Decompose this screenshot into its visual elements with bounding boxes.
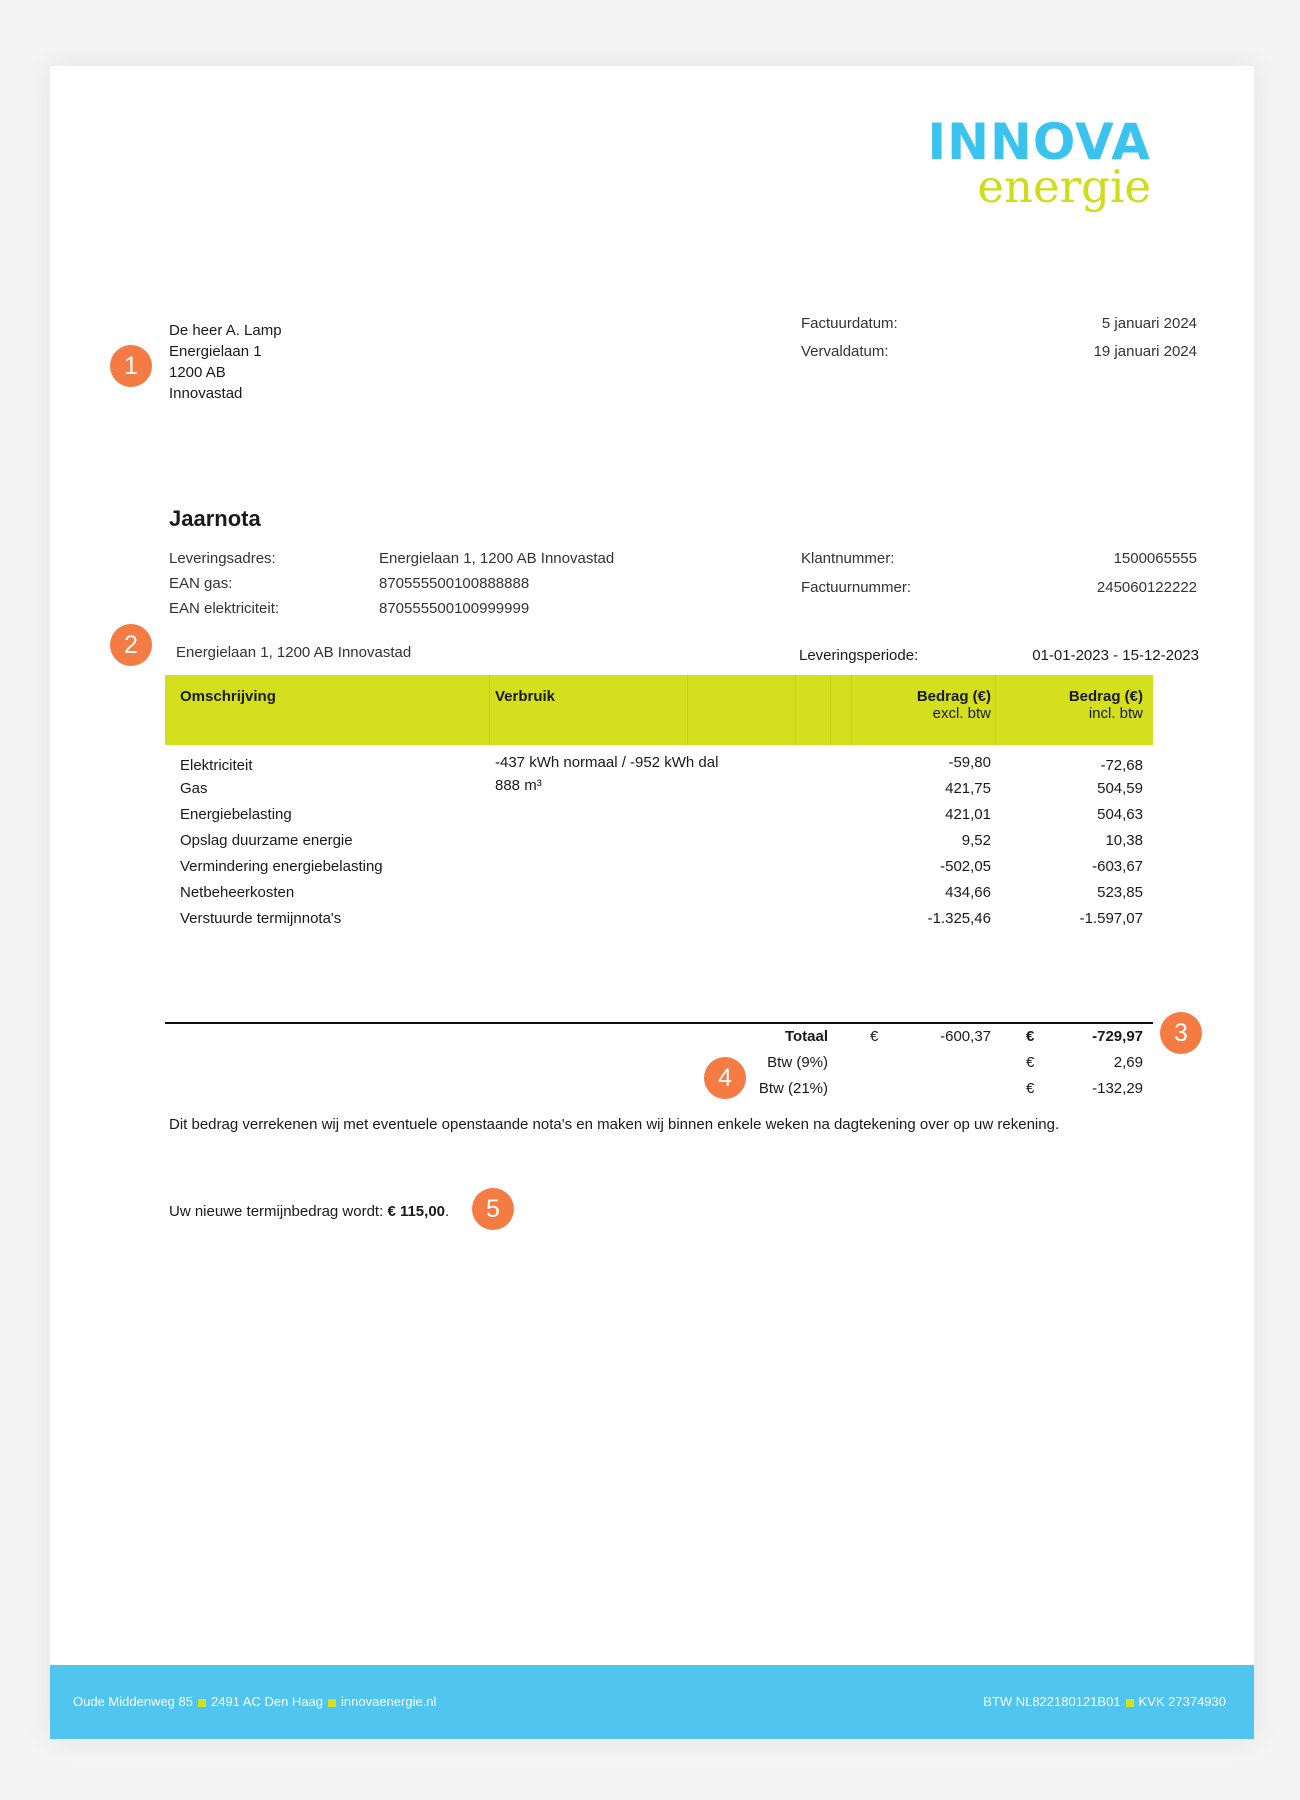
annotation-badge-2: 2 (110, 624, 152, 666)
delivery-address-row (169, 550, 614, 575)
footer-street: Oude Middenweg 85 (73, 1694, 193, 1709)
recipient-address (169, 320, 282, 404)
due-date-row (801, 343, 1197, 371)
row-description: Elektriciteit (180, 757, 253, 774)
ean-gas-row (169, 575, 614, 600)
total-incl-currency: € (1026, 1028, 1035, 1045)
customer-meta (801, 550, 1197, 608)
table-row (165, 858, 1153, 884)
total-amount-incl: -729,97 (1092, 1028, 1143, 1045)
settlement-note: Dit bedrag verrekenen wij met eventuele openstaande nota's en maken wij binnen enkele weken na dagtekening over op uw rekening. (169, 1116, 1060, 1133)
row-description: Gas (180, 780, 208, 797)
row-amount-incl: 10,38 (1105, 832, 1143, 849)
footer-separator-square (198, 1699, 206, 1707)
row-amount-incl: -603,67 (1092, 858, 1143, 875)
recipient-street: Energielaan 1 (169, 343, 262, 360)
customer-number-label: Klantnummer: (801, 550, 895, 567)
delivery-address-label: Leveringsadres: (169, 550, 276, 567)
header-divider (687, 675, 688, 745)
header-excl-title: Bedrag (€) (916, 688, 991, 705)
delivery-period-value: 01-01-2023 - 15-12-2023 (1032, 647, 1199, 664)
vat-amount: 2,69 (1113, 1054, 1143, 1071)
footer-website-link[interactable]: innovaenergie.nl (341, 1694, 437, 1709)
delivery-address-value: Energielaan 1, 1200 AB Innovastad (379, 550, 615, 567)
total-excl-currency: € (870, 1028, 879, 1045)
header-usage: Verbruik (495, 688, 556, 705)
totals-divider (165, 1022, 1153, 1024)
table-row (165, 754, 1153, 780)
vat-row (165, 1080, 1153, 1106)
annotation-badge-3: 3 (1160, 1012, 1202, 1054)
ean-electricity-label: EAN elektriciteit: (169, 600, 280, 617)
recipient-name: De heer A. Lamp (169, 322, 282, 339)
invoice-dates (801, 315, 1197, 371)
vat-currency: € (1026, 1080, 1035, 1097)
invoice-number-value: 245060122222 (1096, 579, 1197, 596)
company-logo (927, 113, 1151, 213)
new-installment-amount: € 115,00 (387, 1203, 445, 1220)
recipient-postcode: 1200 AB (169, 364, 226, 381)
footer-city: 2491 AC Den Haag (210, 1694, 324, 1709)
customer-number-value: 1500065555 (1113, 550, 1197, 567)
row-description: Opslag duurzame energie (180, 832, 353, 849)
document-title: Jaarnota (169, 506, 261, 531)
row-amount-excl: 421,01 (945, 806, 991, 823)
totals-block (165, 1028, 1153, 1106)
vat-amount: -132,29 (1092, 1080, 1143, 1097)
logo-wordmark: INNOVA (927, 113, 1151, 171)
row-usage: 888 m³ (495, 777, 542, 794)
vat-label: Btw (21%) (758, 1080, 828, 1097)
footer-kvk-number: KVK 27374930 (1138, 1694, 1226, 1709)
footer-vat-number: BTW NL822180121B01 (983, 1694, 1121, 1709)
header-incl-sub: incl. btw (1088, 705, 1143, 722)
table-row (165, 806, 1153, 832)
row-description: Vermindering energiebelasting (180, 858, 383, 875)
footer-address (73, 1694, 436, 1709)
header-incl-title: Bedrag (€) (1068, 688, 1143, 705)
ean-electricity-value: 870555500100999999 (379, 600, 530, 617)
row-amount-excl: 434,66 (945, 884, 991, 901)
annotation-badge-4: 4 (704, 1057, 746, 1099)
footer-separator-square (1126, 1699, 1134, 1707)
invoice-date-row (801, 315, 1197, 343)
header-divider (489, 675, 490, 745)
table-row (165, 777, 1153, 806)
delivery-period-label: Leveringsperiode: (799, 647, 919, 664)
logo-subtitle: energie (977, 160, 1151, 213)
vat-currency: € (1026, 1054, 1035, 1071)
section-address: Energielaan 1, 1200 AB Innovastad (176, 644, 412, 661)
row-description: Energiebelasting (180, 806, 292, 823)
total-label: Totaal (784, 1028, 828, 1045)
header-excl-sub: excl. btw (932, 705, 991, 722)
ean-electricity-row (169, 600, 614, 625)
row-amount-incl: 504,63 (1097, 806, 1143, 823)
table-body (165, 754, 1153, 936)
table-row (165, 884, 1153, 910)
vat-label: Btw (9%) (767, 1054, 828, 1071)
total-row (165, 1028, 1153, 1054)
due-date-value: 19 januari 2024 (1093, 343, 1197, 360)
table-row (165, 832, 1153, 858)
due-date-label: Vervaldatum: (801, 343, 889, 360)
row-amount-incl: -1.597,07 (1079, 910, 1143, 927)
invoice-date-label: Factuurdatum: (801, 315, 898, 332)
header-excl (917, 688, 991, 722)
row-amount-excl: -502,05 (940, 858, 991, 875)
vat-row (165, 1054, 1153, 1080)
new-installment (169, 1203, 449, 1220)
row-amount-excl: 9,52 (961, 832, 991, 849)
new-installment-text: Uw nieuwe termijnbedrag wordt: (169, 1203, 388, 1220)
total-amount-excl: -600,37 (940, 1028, 991, 1045)
row-amount-excl: 421,75 (945, 780, 991, 797)
header-divider (851, 675, 852, 745)
annotation-badge-1: 1 (110, 345, 152, 387)
header-divider (830, 675, 831, 745)
row-amount-incl: 504,59 (1097, 780, 1143, 797)
row-amount-excl: -1.325,46 (927, 910, 991, 927)
row-usage: -437 kWh normaal / -952 kWh dal (495, 754, 719, 771)
row-amount-excl: -59,80 (948, 754, 991, 771)
footer-registration (983, 1694, 1226, 1709)
delivery-period (799, 647, 1199, 664)
row-amount-incl: 523,85 (1097, 884, 1143, 901)
row-amount-incl: -72,68 (1100, 757, 1143, 774)
page-footer (50, 1665, 1254, 1739)
invoice-date-value: 5 januari 2024 (1101, 315, 1197, 332)
customer-number-row (801, 550, 1197, 579)
annotation-badge-5: 5 (472, 1188, 514, 1230)
header-divider (995, 675, 996, 745)
header-incl (1069, 688, 1143, 722)
recipient-city: Innovastad (169, 385, 243, 402)
header-description: Omschrijving (180, 688, 276, 705)
delivery-meta (169, 550, 614, 625)
footer-separator-square (328, 1699, 336, 1707)
row-description: Netbeheerkosten (180, 884, 295, 901)
invoice-number-row (801, 579, 1197, 608)
ean-gas-value: 870555500100888888 (379, 575, 530, 592)
new-installment-suffix: . (445, 1203, 450, 1220)
table-header (165, 675, 1153, 745)
ean-gas-label: EAN gas: (169, 575, 233, 592)
invoice-number-label: Factuurnummer: (801, 579, 912, 596)
invoice-page (50, 66, 1254, 1739)
table-row (165, 910, 1153, 936)
header-divider (795, 675, 796, 745)
row-description: Verstuurde termijnnota's (180, 910, 342, 927)
